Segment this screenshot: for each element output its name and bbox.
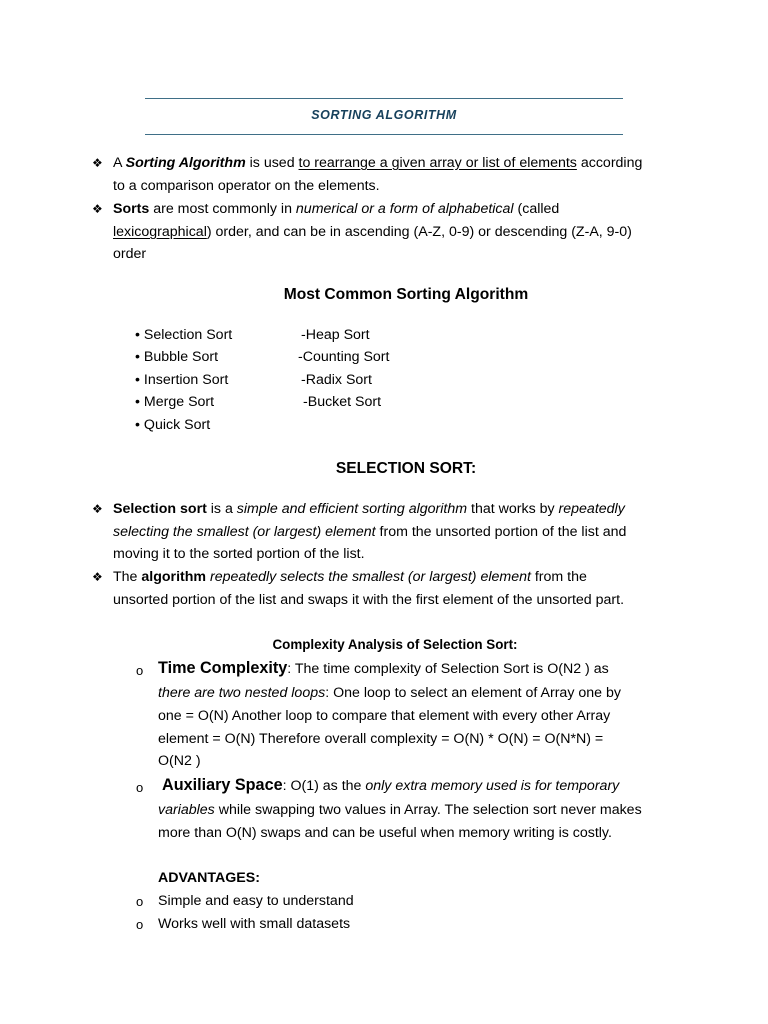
- diamond-bullet-icon: ❖: [92, 202, 103, 216]
- common-algorithms-heading: Most Common Sorting Algorithm: [283, 286, 529, 303]
- complexity-heading: Complexity Analysis of Selection Sort:: [272, 637, 518, 652]
- term-selection-sort: Selection sort: [113, 501, 207, 517]
- algo-left-3: • Insertion Sort: [135, 372, 229, 388]
- time-complexity-line-5: O(N2 ): [158, 753, 201, 769]
- text: according: [576, 155, 643, 171]
- text: are most commonly in: [149, 201, 296, 217]
- underlined-term: lexicographical: [113, 224, 207, 240]
- text: : One loop to select an element of Array one by: [325, 685, 621, 701]
- time-complexity-label: Time Complexity: [158, 659, 288, 677]
- document-title: SORTING ALGORITHM: [311, 108, 457, 122]
- time-complexity-line-1: [158, 659, 609, 678]
- underlined-phrase: to rearrange a given array or list of elements: [298, 155, 577, 171]
- selection-sort-heading: SELECTION SORT:: [335, 460, 477, 477]
- selection-bullet-1-line-3: moving it to the sorted portion of the list.: [113, 546, 365, 562]
- algo-left-1: • Selection Sort: [135, 327, 233, 343]
- circle-bullet-icon: o: [136, 894, 144, 909]
- italic-phrase: there are two nested loops: [158, 685, 326, 701]
- advantage-item-2: Works well with small datasets: [158, 916, 351, 932]
- italic-phrase: repeatedly selects the smallest (or largest) element: [209, 569, 531, 585]
- auxiliary-space-line-3: more than O(N) swaps and can be useful when memory writing is costly.: [158, 825, 612, 841]
- circle-bullet-icon: o: [136, 663, 144, 678]
- italic-phrase: only extra memory used is for temporary: [365, 778, 620, 794]
- selection-bullet-2-line-2: unsorted portion of the list and swaps it with the first element of the unsorted part.: [113, 592, 625, 608]
- text: : The time complexity of Selection Sort is O(N2 ) as: [287, 661, 609, 677]
- algo-right-4: -Bucket Sort: [303, 394, 382, 410]
- title-rule-bottom: [145, 134, 623, 135]
- text: from the: [530, 569, 587, 585]
- italic-phrase: simple and efficient sorting algorithm: [236, 501, 468, 517]
- text: is a: [206, 501, 237, 517]
- term-algorithm: algorithm: [141, 569, 207, 585]
- text: from the unsorted portion of the list and: [375, 524, 627, 540]
- algo-right-3: -Radix Sort: [301, 372, 372, 388]
- italic-phrase: variables: [158, 802, 215, 818]
- algo-left-5: • Quick Sort: [135, 417, 211, 433]
- italic-phrase: repeatedly: [558, 501, 625, 517]
- algo-right-1: -Heap Sort: [301, 327, 370, 343]
- circle-bullet-icon: o: [136, 780, 144, 795]
- diamond-bullet-icon: ❖: [92, 502, 103, 516]
- selection-bullet-1-line-1: [113, 501, 625, 517]
- auxiliary-space-line-2: [158, 802, 642, 818]
- time-complexity-line-3: one = O(N) Another loop to compare that element with every other Array: [158, 708, 611, 724]
- term-sorting-algorithm: Sorting Algorithm: [125, 155, 246, 171]
- time-complexity-line-2: [158, 685, 621, 701]
- text: ) order, and can be in ascending (A-Z, 0-9) or descending (Z-A, 9-0): [206, 224, 632, 240]
- term-sorts: Sorts: [113, 201, 150, 217]
- auxiliary-space-label: Auxiliary Space: [162, 776, 283, 794]
- intro-bullet-2-line-3: order: [113, 246, 147, 262]
- text: (called: [513, 201, 560, 217]
- text: The: [113, 569, 142, 585]
- intro-bullet-1-line-1: [113, 155, 642, 171]
- intro-bullet-1-line-2: to a comparison operator on the elements.: [113, 178, 380, 194]
- text: is used: [245, 155, 299, 171]
- time-complexity-line-4: element = O(N) Therefore overall complexity = O(N) * O(N) = O(N*N) =: [158, 731, 604, 747]
- selection-bullet-2-line-1: [113, 569, 587, 585]
- auxiliary-space-line-1: [162, 776, 619, 795]
- advantages-heading: ADVANTAGES:: [158, 870, 260, 886]
- title-rule-top: [145, 98, 623, 99]
- text: that works by: [467, 501, 559, 517]
- text: : O(1) as the: [282, 778, 366, 794]
- advantage-item-1: Simple and easy to understand: [158, 893, 354, 909]
- diamond-bullet-icon: ❖: [92, 156, 103, 170]
- intro-bullet-2-line-2: [113, 224, 632, 240]
- intro-bullet-2-line-1: [113, 201, 559, 217]
- diamond-bullet-icon: ❖: [92, 570, 103, 584]
- italic-phrase: numerical or a form of alphabetical: [295, 201, 514, 217]
- algo-right-2: -Counting Sort: [298, 349, 390, 365]
- algo-left-2: • Bubble Sort: [135, 349, 219, 365]
- italic-phrase: selecting the smallest (or largest) element: [113, 524, 376, 540]
- algo-left-4: • Merge Sort: [135, 394, 215, 410]
- selection-bullet-1-line-2: [113, 524, 626, 540]
- text: A: [113, 155, 126, 171]
- text: while swapping two values in Array. The selection sort never makes: [214, 802, 642, 818]
- circle-bullet-icon: o: [136, 917, 144, 932]
